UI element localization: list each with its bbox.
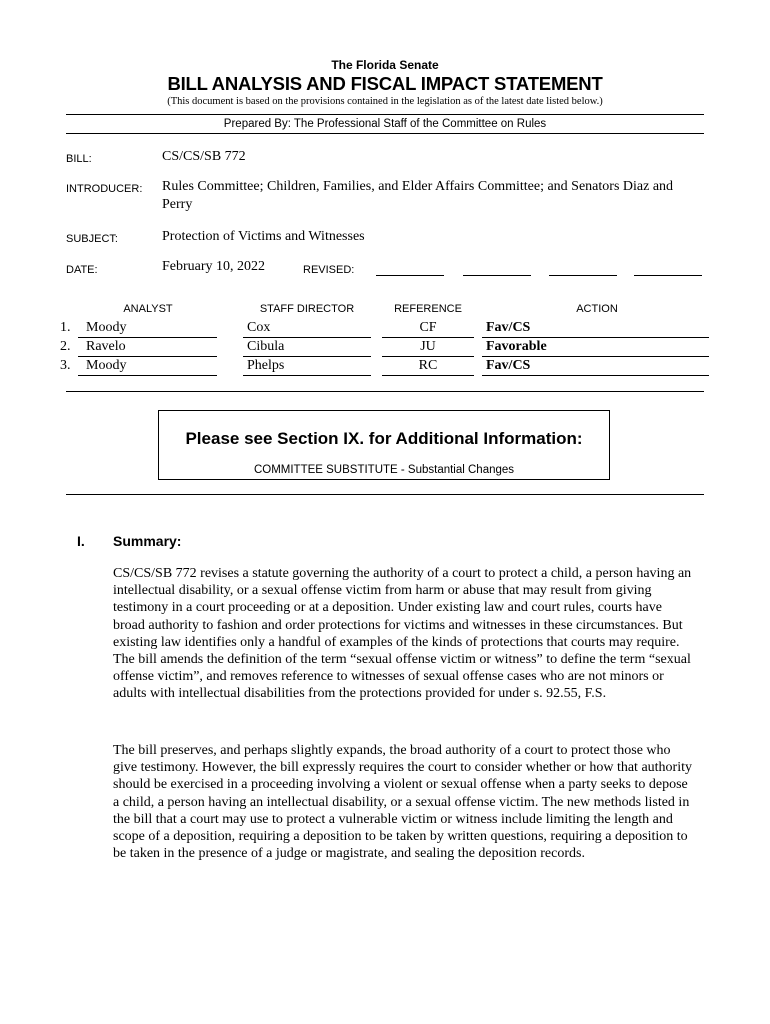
additional-info-subtitle: COMMITTEE SUBSTITUTE - Substantial Changes [253, 464, 515, 476]
reference-code: JU [420, 339, 436, 354]
underline [243, 337, 371, 338]
date-label: DATE: [66, 264, 98, 276]
analyst-name: Ravelo [86, 339, 126, 354]
underline [78, 337, 217, 338]
section-number: I. [77, 533, 85, 549]
reference-code: CF [419, 320, 437, 335]
divider [66, 494, 704, 495]
underline [482, 356, 709, 357]
underline [482, 375, 709, 376]
underline [382, 375, 474, 376]
analyst-name: Moody [86, 320, 127, 335]
staff-director-name: Cibula [247, 339, 285, 354]
bill-number: CS/CS/SB 772 [162, 149, 246, 164]
revised-blank [549, 275, 617, 276]
subject-label: SUBJECT: [66, 233, 118, 245]
summary-paragraph: The bill preserves, and perhaps slightly expands, the broad authority of a court to protect those who give testimony. However, the bill expressly requires the court to consider whether or how that authority should be exercised in a proceeding involving a violent or sexual offense when a party seeks to depose a child, a person having an intellectual disability, or a sexual offense victim. The new methods listed in the bill that a court may use to protect a vulnerable victim or witness include limiting the length and scope of a deposition, requiring a deposition to be taken by written questions, requiring a deposition to be taken in the presence of a judge or magistrate, and sealing the deposition records. [113, 743, 692, 862]
row-number: 1. [60, 320, 71, 335]
action-value: Fav/CS [486, 358, 531, 373]
underline [243, 375, 371, 376]
prepared-by: Prepared By: The Professional Staff of the Committee on Rules [223, 118, 547, 130]
underline [243, 356, 371, 357]
divider [66, 391, 704, 392]
document-note: (This document is based on the provisions contained in the legislation as of the latest date listed below.) [167, 96, 603, 107]
subject-value: Protection of Victims and Witnesses [162, 229, 365, 244]
divider [66, 133, 704, 134]
underline [78, 356, 217, 357]
revised-blank [463, 275, 531, 276]
staff-director-name: Phelps [247, 358, 285, 373]
row-number: 2. [60, 339, 71, 354]
section-title: Summary: [113, 533, 182, 549]
underline [78, 375, 217, 376]
row-number: 3. [60, 358, 71, 373]
revised-label: REVISED: [303, 264, 355, 276]
underline [382, 356, 474, 357]
underline [382, 337, 474, 338]
col-header-analyst: ANALYST [123, 303, 173, 315]
revised-blank [376, 275, 444, 276]
underline [482, 337, 709, 338]
org-name: The Florida Senate [331, 58, 439, 72]
introducer-value: Rules Committee; Children, Families, and Elder Affairs Committee; and Senators Diaz and Perry [162, 179, 674, 212]
document-title: BILL ANALYSIS AND FISCAL IMPACT STATEMENT [167, 73, 603, 94]
analyst-name: Moody [86, 358, 127, 373]
revised-blank [634, 275, 702, 276]
col-header-staff-director: STAFF DIRECTOR [259, 303, 355, 315]
summary-paragraph: CS/CS/SB 772 revises a statute governing the authority of a court to protect a child, a person having an intellectual disability, or a sexual offense victim from harm or abuse that may result from giving testimony in a court proceeding or at a deposition. Under existing law and court rules, courts have broad authority to fashion and order protections for victims and witnesses in these circumstances. But existing law identifies only a handful of examples of the kinds of protections that courts may require. The bill amends the definition of the term “sexual offense victim or witness” to define the term “sexual offense victim”, and removes reference to witnesses of sexual offense cases who are not minors or adults with intellectual disabilities from the protections provided for under s. 92.55, F.S. [113, 566, 692, 702]
col-header-action: ACTION [576, 303, 618, 315]
staff-director-name: Cox [247, 320, 271, 335]
action-value: Fav/CS [486, 320, 531, 335]
action-value: Favorable [486, 339, 547, 354]
additional-info-title: Please see Section IX. for Additional Information: [185, 429, 583, 448]
divider [66, 114, 704, 115]
bill-label: BILL: [66, 153, 92, 165]
date-value: February 10, 2022 [162, 259, 266, 274]
col-header-reference: REFERENCE [394, 303, 462, 315]
introducer-label: INTRODUCER: [66, 183, 143, 195]
reference-code: RC [418, 358, 438, 373]
